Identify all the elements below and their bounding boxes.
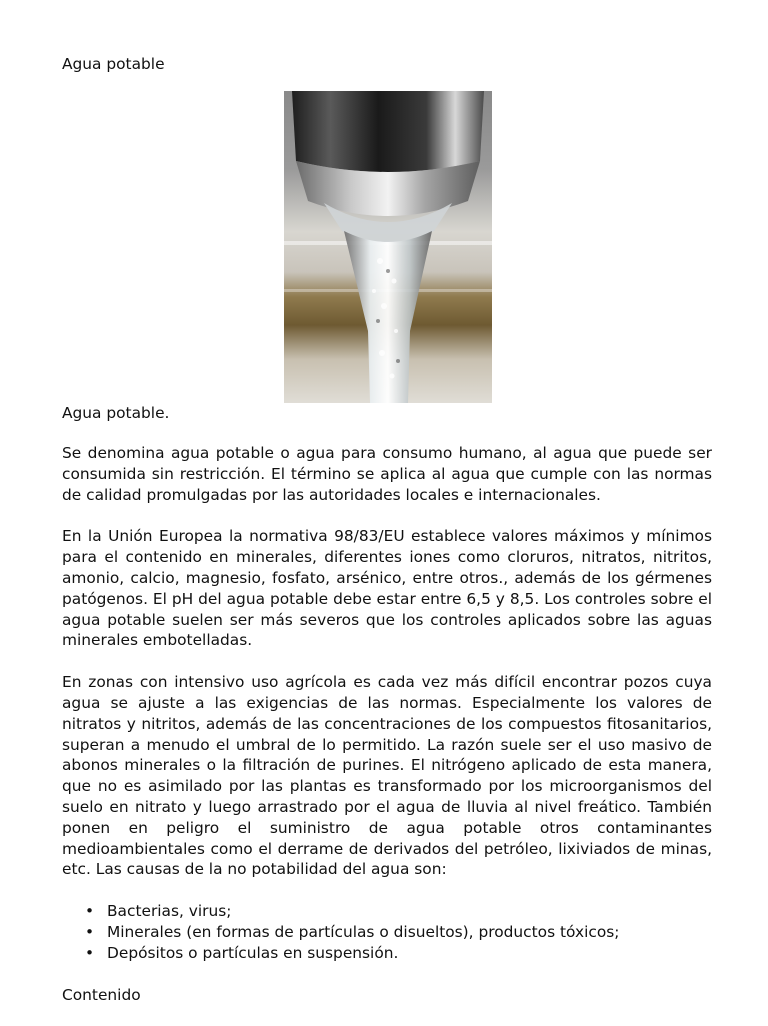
- list-item-text: Bacterias, virus;: [107, 902, 232, 921]
- document-title: Agua potable: [62, 55, 165, 73]
- document-body: [62, 443, 712, 1026]
- bullet-icon: •: [85, 943, 95, 962]
- water-tap-photo: [284, 91, 492, 403]
- list-item-text: Minerales (en formas de partículas o disueltos), productos tóxicos;: [107, 922, 620, 941]
- bullet-icon: •: [85, 902, 95, 921]
- paragraph-3: En zonas con intensivo uso agrícola es cada vez más difícil encontrar pozos cuya agua se ajuste a las exigencias de las normas. Especialmente los valores de nitratos y nitritos, además de las concentraciones de los compuestos fitosanitarios, superan a menudo el umbral de lo permitido. La razón suele ser el uso masivo de abonos minerales o la filtración de purines. El nitrógeno aplicado de esta manera, que no es asimilado por las plantas es transformado por los microorganismos del suelo en nitrato y luego arrastrado por el agua de lluvia al nivel freático. También ponen en peligro el suministro de agua potable otros contaminantes medioambientales como el derrame de derivados del petróleo, lixiviados de minas, etc. Las causas de la no potabilidad del agua son:: [62, 673, 712, 879]
- paragraph-1: Se denomina agua potable o agua para consumo humano, al agua que puede ser consumida sin restricción. El término se aplica al agua que cumple con las normas de calidad promulgadas por las autoridades locales e internacionales.: [62, 444, 712, 504]
- paragraph-2: En la Unión Europea la normativa 98/83/EU establece valores máximos y mínimos para el contenido en minerales, diferentes iones como cloruros, nitratos, nitritos, amonio, calcio, magnesio, fosfato, arsénico, entre otros., además de los gérmenes patógenos. El pH del agua potable debe estar entre 6,5 y 8,5. Los controles sobre el agua potable suelen ser más severos que los controles aplicados sobre las aguas minerales embotelladas.: [62, 527, 712, 650]
- list-item-text: Depósitos o partículas en suspensión.: [107, 943, 399, 962]
- list-item: [62, 901, 712, 922]
- section-heading-contenido: Contenido: [62, 985, 141, 1004]
- image-caption: Agua potable.: [62, 404, 170, 422]
- list-item: [62, 943, 712, 964]
- bullet-icon: •: [85, 922, 95, 941]
- list-item: [62, 922, 712, 943]
- causes-list: [62, 901, 712, 963]
